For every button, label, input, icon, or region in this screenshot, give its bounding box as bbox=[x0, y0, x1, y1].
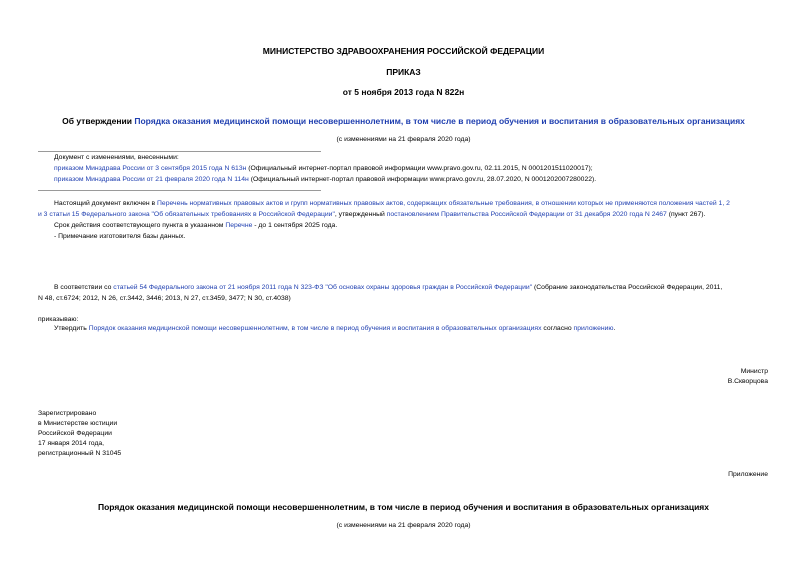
notice-text: Срок действия соответствующего пункта в указанном bbox=[54, 222, 226, 229]
change-details: (Официальный интернет-портал правовой информации www.pravo.gov.ru, 28.07.2020, N 0001202007280022). bbox=[248, 176, 597, 183]
registration-line: регистрационный N 31045 bbox=[38, 450, 122, 457]
changes-intro: Документ с изменениями, внесенными: bbox=[54, 154, 179, 161]
revision-note: (с изменениями на 21 февраля 2020 года) bbox=[336, 136, 471, 143]
registration-line: Зарегистрировано bbox=[38, 410, 97, 417]
preamble-text: В соответствии со bbox=[54, 284, 114, 291]
appendix-label: Приложение bbox=[728, 471, 768, 478]
title-prefix: Об утверждении bbox=[62, 116, 135, 126]
change-link-613n[interactable]: приказом Минздрава России от 3 сентября 2015 года N 613н bbox=[54, 165, 247, 172]
notice-text: , утвержденный bbox=[334, 211, 387, 218]
order-text-mid: согласно bbox=[541, 325, 574, 332]
change-link-114n[interactable]: приказом Минздрава России от 21 февраля 2020 года N 114н bbox=[54, 176, 249, 183]
signature-position: Министр bbox=[740, 368, 768, 375]
preamble-line-2: N 48, ст.6724; 2012, N 26, ст.3442, 3446; 2013, N 27, ст.3459, 3477; N 30, ст.4038) bbox=[38, 295, 291, 302]
procedure-link[interactable]: Порядок оказания медицинской помощи несовершеннолетним, в том числе в период обучения и воспитания в образовательных организациях bbox=[88, 325, 542, 332]
signature-name: В.Скворцова bbox=[727, 378, 768, 385]
notice-line-1 bbox=[54, 199, 730, 210]
article-54-link[interactable]: статьей 54 Федерального закона от 21 ноября 2011 года N 323-ФЗ "Об основах охраны здоровья граждан в Российской Федерации" bbox=[113, 284, 533, 291]
order-word: приказываю: bbox=[38, 316, 79, 323]
registration-line: 17 января 2014 года, bbox=[38, 440, 105, 447]
divider bbox=[38, 151, 321, 152]
preamble-text: (Собрание законодательства Российской Федерации, 2011, bbox=[532, 284, 723, 291]
divider bbox=[38, 190, 321, 191]
order-text-start: Утвердить bbox=[54, 325, 89, 332]
notice-text: - до 1 сентября 2025 года. bbox=[252, 222, 338, 229]
perechen-link[interactable]: Перечне bbox=[225, 222, 253, 229]
notice-text: Настоящий документ включен в bbox=[54, 200, 158, 207]
order-text bbox=[54, 324, 615, 335]
notice-list-link[interactable]: Перечень нормативных правовых актов и групп нормативных правовых актов, содержащих обязательные требования, в отношении которых не применяются положения частей 1, 2 bbox=[157, 200, 730, 207]
change-details: (Официальный интернет-портал правовой информации www.pravo.gov.ru, 02.11.2015, N 0001201511020017); bbox=[246, 165, 593, 172]
appendix-title: Порядок оказания медицинской помощи несовершеннолетним, в том числе в период обучения и воспитания в образовательных организациях bbox=[97, 502, 709, 512]
document-type: ПРИКАЗ bbox=[386, 67, 421, 77]
registration-line: Российской Федерации bbox=[38, 430, 112, 437]
decree-link[interactable]: постановлением Правительства Российской Федерации от 31 декабря 2020 года N 2467 bbox=[386, 211, 667, 218]
change-item-1 bbox=[54, 164, 593, 175]
change-item-2 bbox=[54, 175, 596, 186]
preamble-line-1 bbox=[54, 283, 722, 294]
law-link[interactable]: и 3 статьи 15 Федерального закона "Об обязательных требованиях в Российской Федерации" bbox=[38, 211, 335, 218]
appendix-link[interactable]: приложению bbox=[573, 325, 614, 332]
notice-line-4: - Примечание изготовителя базы данных. bbox=[54, 233, 186, 240]
notice-line-2 bbox=[38, 210, 705, 221]
notice-text: (пункт 267). bbox=[666, 211, 706, 218]
document-title bbox=[0, 116, 807, 126]
order-text-end: . bbox=[613, 325, 616, 332]
appendix-revision-note: (с изменениями на 21 февраля 2020 года) bbox=[336, 522, 471, 529]
document-date-number: от 5 ноября 2013 года N 822н bbox=[342, 87, 465, 97]
title-link[interactable]: Порядка оказания медицинской помощи несовершеннолетним, в том числе в период обучения и воспитания в образовательных организациях bbox=[134, 116, 745, 126]
registration-line: в Министерстве юстиции bbox=[38, 420, 118, 427]
ministry-heading: МИНИСТЕРСТВО ЗДРАВООХРАНЕНИЯ РОССИЙСКОЙ ФЕДЕРАЦИИ bbox=[262, 46, 545, 56]
notice-line-3 bbox=[54, 221, 337, 232]
